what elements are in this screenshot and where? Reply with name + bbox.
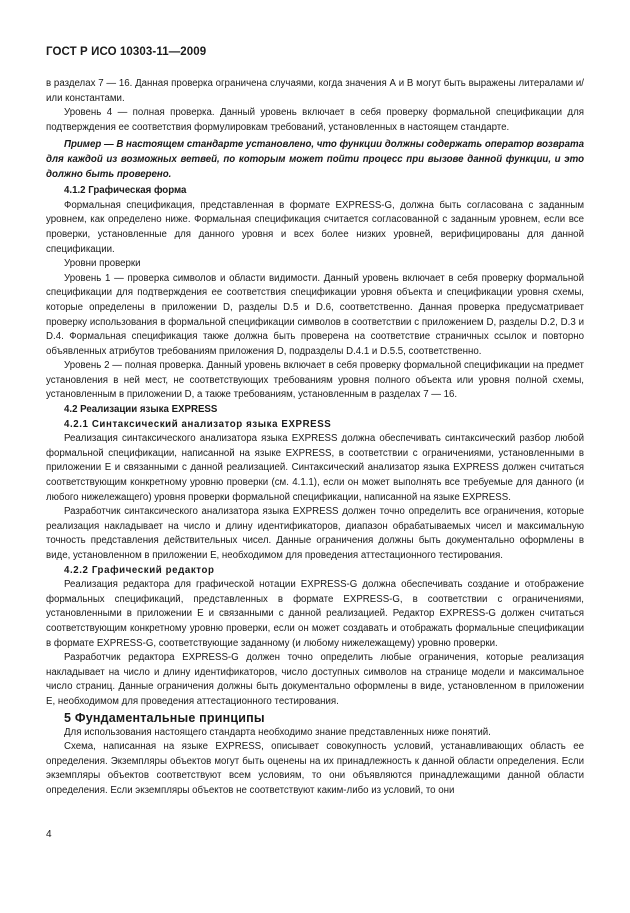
section-heading-5: 5 Фундаментальные принципы bbox=[64, 710, 265, 725]
section-heading-4-2: 4.2 Реализации языка EXPRESS bbox=[64, 404, 218, 416]
section-heading-4-1-2: 4.1.2 Графическая форма bbox=[64, 185, 187, 197]
example-note: Пример — В настоящем стандарте установлено, что функции должны содержать оператор возврата для каждой из возможных ветвей, по которым может пойти процесс при вызове данной функции, и это должно быть проверено. bbox=[46, 139, 584, 180]
paragraph: Разработчик синтаксического анализатора языка EXPRESS должен точно определить все ограничения, которые реализация накладывает на число и длину идентификаторов, диапазон обрабатываемых чисел и максимальную точность представления действительных чисел. Данные ограничения должны быть документально оформлены в виде, установленном в приложении Е, необходимом для проведения аттестационного тестирования. bbox=[46, 506, 584, 561]
paragraph: Уровни проверки bbox=[64, 258, 141, 270]
page-number: 4 bbox=[46, 829, 52, 840]
paragraph: Разработчик редактора EXPRESS-G должен точно определить любые ограничения, которые реализация накладывает на число и длину идентификаторов, число доступных символов на странице модели и максимальное число страниц. Данные ограничения должны быть документально оформлены в виде, установленном в приложении Е, необходимом для проведения аттестационного тестирования. bbox=[46, 652, 584, 707]
paragraph: в разделах 7 — 16. Данная проверка ограничена случаями, когда значения А и В могут быть выражены литералами и/или константами. bbox=[46, 78, 584, 104]
paragraph: Схема, написанная на языке EXPRESS, описывает совокупность условий, устанавливающих область ее определения. Экземпляры объектов могут быть оценены на их принадлежность к данной области определения. Если экземпляры объектов соответствуют всем условиям, то они объявляются принадлежащими данной области определения. Если экземпляры объектов не соответствуют каким-либо из условий, то они bbox=[46, 741, 584, 796]
paragraph: Реализация синтаксического анализатора языка EXPRESS должна обеспечивать синтаксический разбор любой формальной спецификации, написанной на языке EXPRESS, в соответствии с ограничениями, установленными в приложении Е и связанными с данной реализацией. Синтаксический анализатор языка EXPRESS должен считаться соответствующим конкретному уровню проверки (см. 4.1.1), если он может выполнять все требуемые для данного (и любого нижележащего) уровня проверки формальной спецификации, написанной на языке EXPRESS. bbox=[46, 433, 584, 503]
paragraph: Уровень 1 — проверка символов и области видимости. Данный уровень включает в себя проверку формальной спецификации для подтверждения ее соответствия спецификации уровня объекта и спецификации уровня схемы, которые определены в приложении D, разделы D.5 и D.6, соответственно. Данная проверка предусматривает проверку использования в формальной спецификации символов в соответствии с приложением D, разделы D.2, D.3 и D.4. Формальная спецификация также должна быть проверена на соответствие страничных ссылок и повторно объявленных атрибутов требованиям приложения D, подразделы D.4.1 и D.5.5, соответственно. bbox=[46, 272, 584, 357]
paragraph: Реализация редактора для графической нотации EXPRESS-G должна обеспечивать создание и отображение формальных спецификаций, представленных в формате EXPRESS-G, в соответствии с ограничениями, установленными в приложении Е и связанными с данной реализацией. Редактор EXPRESS-G должен считаться соответствующим конкретному уровню проверки, если он может создавать и отображать формальные спецификации в формате EXPRESS-G, соответствующие заданному (и любому нижележащему) уровню проверки. bbox=[46, 579, 584, 649]
section-heading-4-2-2: 4.2.2 Графический редактор bbox=[64, 564, 215, 576]
document-header: ГОСТ Р ИСО 10303-11—2009 bbox=[46, 46, 207, 58]
section-heading-4-2-1: 4.2.1 Синтаксический анализатор языка EXPRESS bbox=[64, 418, 332, 430]
paragraph: Формальная спецификация, представленная в формате EXPRESS-G, должна быть согласована с заданным уровнем, как определено ниже. Формальная спецификация считается согласованной с заданным уровнем, если все проверки, установленные для данного уровня и всех более низких уровней, верифицированы для данной спецификации. bbox=[46, 199, 584, 255]
paragraph: Для использования настоящего стандарта необходимо знание представленных ниже понятий. bbox=[64, 726, 491, 738]
paragraph: Уровень 4 — полная проверка. Данный уровень включает в себя проверку формальной спецификации для подтверждения ее соответствия формулировкам требований, установленных в настоящем стандарте. bbox=[46, 107, 584, 133]
paragraph: Уровень 2 — полная проверка. Данный уровень включает в себя проверку формальной спецификации на предмет установления в ней мест, не соответствующих требованиям уровня полного объекта или уровня полной схемы, установленным в приложении D, а также требованиям, установленным в разделах 7 — 16. bbox=[46, 360, 584, 401]
document-body bbox=[46, 77, 584, 799]
